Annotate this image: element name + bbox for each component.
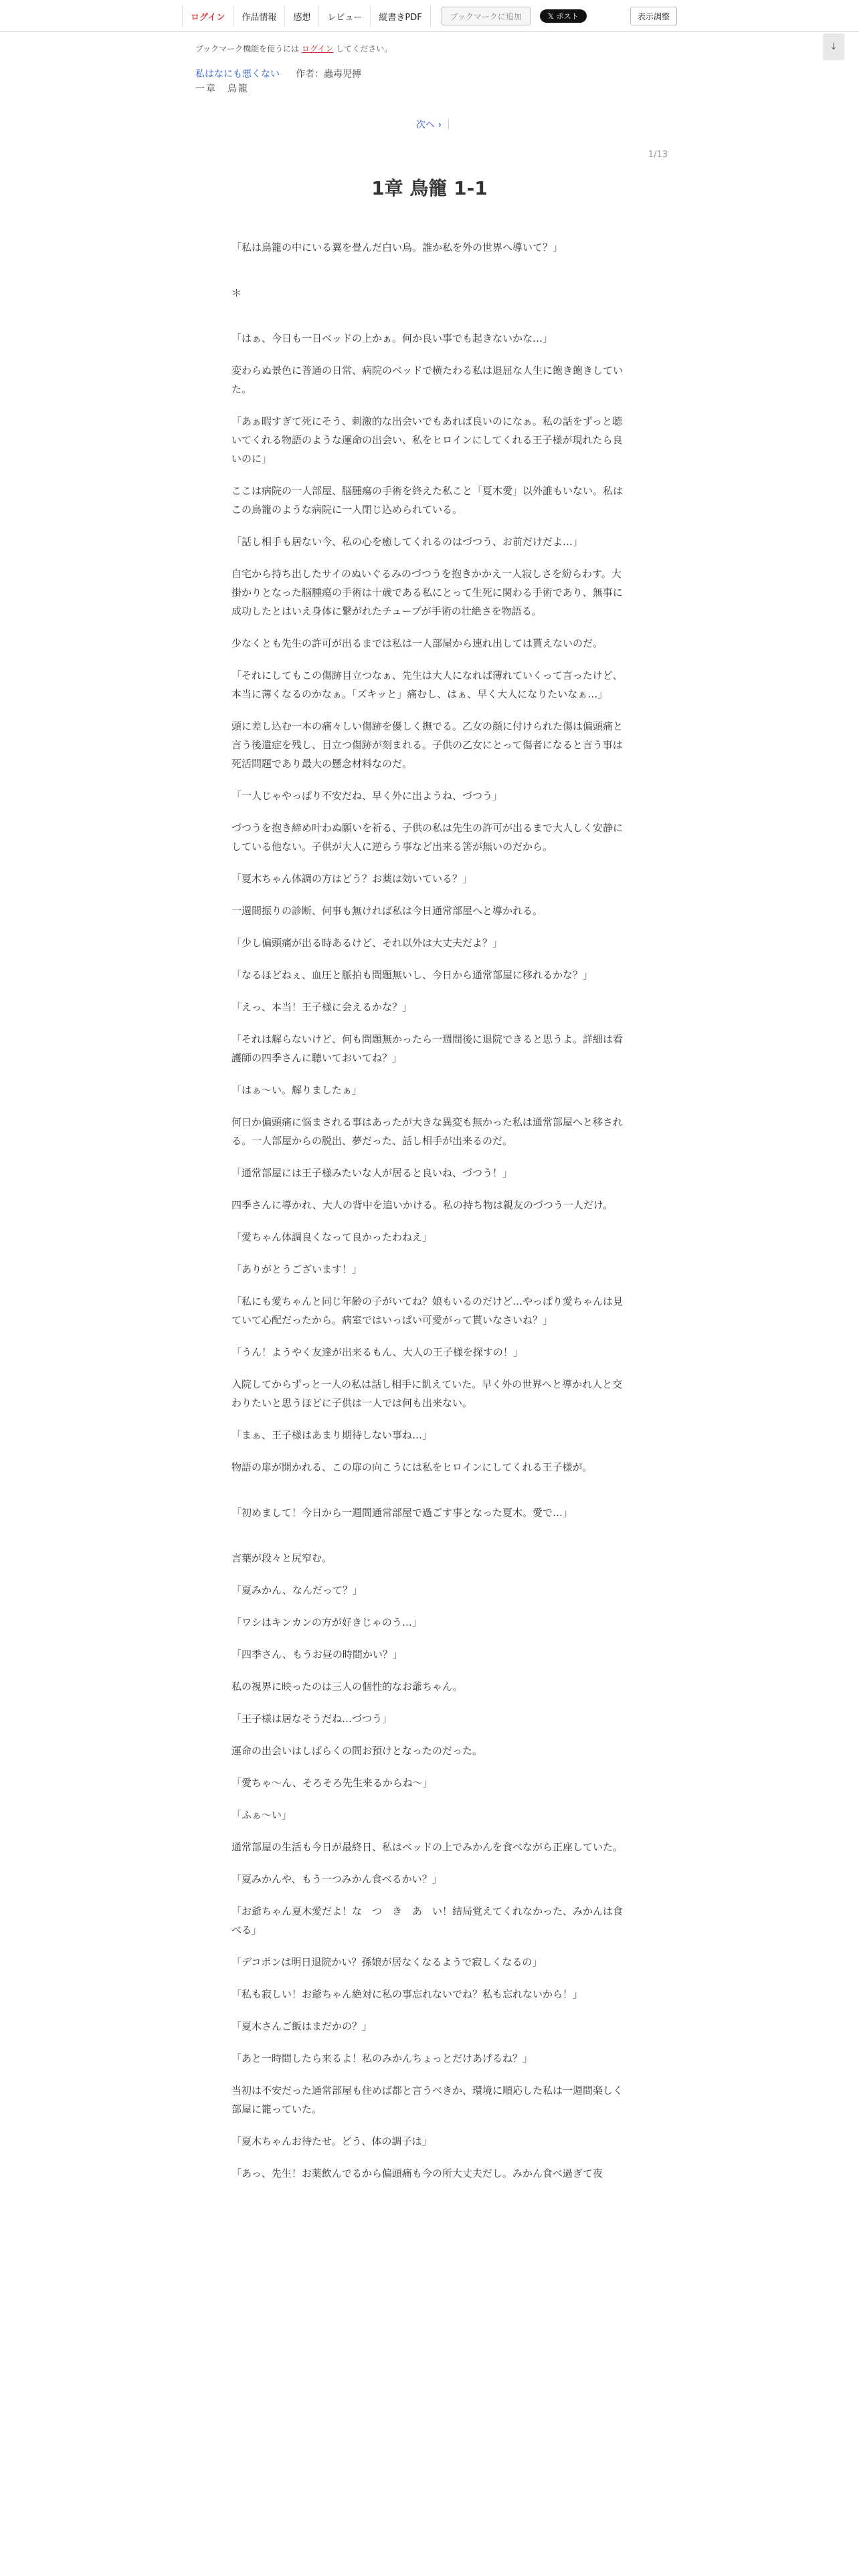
novel-paragraph: 変わらぬ景色に普通の日常、病院のベッドで横たわる私は退屈な人生に飽き飽きしていた。: [231, 364, 624, 395]
next-page-label: 次へ ›: [416, 120, 442, 130]
novel-paragraph: 「一人じゃやっぱり不安だね、早く外に出ようね、づつう」: [231, 790, 503, 802]
novel-paragraph: 当初は不安だった通常部屋も住めば都と言うべきか、環境に順応した私は一週間楽しく部屋に籠っていた。: [231, 2084, 624, 2115]
novel-paragraph: 「少し偏頭痛が出る時あるけど、それ以外は大丈夫だよ？」: [231, 937, 503, 949]
novel-paragraph: 言葉が段々と尻窄む。: [231, 1552, 332, 1564]
novel-paragraph: 少なくとも先生の許可が出るまでは私は一人部屋から連れ出しては貰えないのだ。: [231, 637, 603, 649]
novel-paragraph: 「うん！ようやく友達が出来るもん、大人の王子様を探すの！」: [231, 1346, 523, 1358]
novel-paragraph: 「夏みかんや、もう一つみかん食べるかい？」: [231, 1873, 442, 1885]
next-page-link[interactable]: [416, 118, 449, 131]
novel-paragraph: 一週間振りの診断、何事も無ければ私は今日通常部屋へと導かれる。: [231, 905, 543, 917]
page-indicator: 1/13: [648, 150, 668, 160]
novel-paragraph: 四季さんに導かれ、大人の背中を追いかける。私の持ち物は親友のづつう一人だけ。: [231, 1199, 613, 1211]
header-bar: [0, 0, 859, 32]
novel-paragraph: 「ワシはキンカンの方が好きじゃのう…」: [231, 1616, 422, 1628]
novel-paragraph: 物語の扉が開かれる、この扉の向こうには私をヒロインにしてくれる王子様が。: [231, 1461, 593, 1473]
notice-suffix: してください。: [336, 44, 393, 53]
novel-paragraph: 「愛ちゃ～ん、そろそろ先生来るからね～」: [231, 1777, 433, 1789]
author-label: 作者：: [296, 69, 324, 80]
header-nav: [182, 5, 587, 27]
novel-paragraph: 「まぁ、王子様はあまり期待しない事ね…」: [231, 1429, 433, 1441]
add-bookmark-button[interactable]: ブックマークに追加: [442, 7, 531, 25]
nav-vertical-pdf[interactable]: 縦書きPDF: [371, 5, 430, 27]
novel-paragraph: 「ふぁ～い」: [231, 1809, 292, 1821]
display-settings-button[interactable]: 表示調整: [630, 7, 677, 25]
novel-paragraph: 「ありがとうございます！」: [231, 1263, 363, 1275]
novel-paragraph: 私の視界に映ったのは三人の個性的なお爺ちゃん。: [231, 1681, 463, 1693]
novel-paragraph: 「はぁ、今日も一日ベッドの上かぁ。何か良い事でも起きないかな…」: [231, 332, 553, 344]
novel-paragraph: 「あと一時間したら来るよ！私のみかんちょっとだけあげるね？」: [231, 2052, 533, 2064]
novel-paragraph: 「夏木ちゃん体調の方はどう？お薬は効いている？」: [231, 873, 473, 885]
novel-paragraph: 「私も寂しい！お爺ちゃん絶対に私の事忘れないでね？私も忘れないから！」: [231, 1988, 583, 2000]
nav-impressions[interactable]: 感想: [285, 5, 319, 27]
author-info: [296, 67, 361, 80]
chapter-breadcrumb: 一章 鳥籠: [195, 84, 249, 94]
x-share-button[interactable]: [540, 9, 587, 23]
episode-title: 1章 鳥籠 1-1: [371, 177, 488, 199]
novel-title-link[interactable]: 私はなにも悪くない: [195, 69, 280, 80]
novel-paragraph: 「あぁ暇すぎて死にそう、刺激的な出会いでもあれば良いのになぁ。私の話をずっと聴いてくれる物語のような運命の出会い、私をヒロインにしてくれる王子様が現れたら良いのに」: [231, 415, 623, 465]
novel-paragraph: 入院してからずっと一人の私は話し相手に飢えていた。早く外の世界へと導かれ人と交わりたいと思うほどに子供は一人では何も出来ない。: [231, 1378, 623, 1409]
novel-paragraph: 「通常部屋には王子様みたいな人が居ると良いね、づつう！」: [231, 1167, 513, 1179]
novel-paragraph: 「四季さん、もうお昼の時間かい？」: [231, 1648, 403, 1660]
novel-paragraph: 「私は鳥籠の中にいる翼を畳んだ白い鳥。誰か私を外の世界へ導いて？」: [231, 241, 563, 253]
x-logo-icon: 𝕏: [547, 11, 554, 21]
novel-paragraph: 「愛ちゃん体調良くなって良かったわねえ」: [231, 1231, 433, 1243]
novel-paragraph: 「えっ、本当！王子様に会えるかな？」: [231, 1001, 413, 1013]
novel-paragraph: 「それは解らないけど、何も問題無かったら一週間後に退院できると思うよ。詳細は看護師の四季さんに聴いておいてね？」: [231, 1033, 624, 1064]
novel-paragraph: 通常部屋の生活も今日が最終日、私はベッドの上でみかんを食べながら正座していた。: [231, 1841, 624, 1853]
novel-body: [231, 238, 628, 2196]
login-link[interactable]: ログイン: [182, 5, 233, 27]
novel-paragraph: 「初めまして！今日から一週間通常部屋で過ごす事となった夏木。愛で…」: [231, 1507, 573, 1519]
novel-paragraph: 「はぁ～い。解りましたぁ」: [231, 1084, 363, 1096]
novel-paragraph: 「デコポンは明日退院かい？孫娘が居なくなるようで寂しくなるの」: [231, 1956, 543, 1968]
novel-paragraph: 「夏みかん、なんだって？」: [231, 1584, 363, 1596]
nav-work-info[interactable]: 作品情報: [233, 5, 285, 27]
novel-paragraph: 自宅から持ち出したサイのぬいぐるみのづつうを抱きかかえ一人寂しさを紛らわす。大掛かりとなった脳腫瘍の手術は十歳である私にとって生死に関わる手術であり、無事に成功したとはいえ身体に繋がれたチューブが手術の壮絶さを物語る。: [231, 568, 623, 617]
novel-paragraph: 「私にも愛ちゃんと同じ年齢の子がいてね？娘もいるのだけど…やっぱり愛ちゃんは見ていて心配だったから。病室ではいっぱい可愛がって貰いなさいね？」: [231, 1295, 624, 1326]
novel-paragraph: 運命の出会いはしばらくの間お預けとなったのだった。: [231, 1745, 483, 1757]
novel-paragraph: 「なるほどねぇ、血圧と脈拍も問題無いし、今日から通常部屋に移れるかな？」: [231, 969, 593, 981]
notice-login-link[interactable]: ログイン: [302, 44, 334, 53]
pager-divider: [448, 119, 449, 130]
scroll-down-icon[interactable]: ↓: [823, 33, 844, 60]
novel-paragraph: ＊: [231, 287, 242, 299]
novel-paragraph: づつうを抱き締め叶わぬ願いを祈る、子供の私は先生の許可が出るまで大人しく安静にしている他ない。子供が大人に逆らう事など出来る筈が無いのだから。: [231, 822, 624, 853]
novel-paragraph: ここは病院の一人部屋、脳腫瘍の手術を終えた私こと「夏木愛」以外誰もいない。私はこの鳥籠のような病院に一人閉じ込められている。: [231, 485, 624, 516]
notice-prefix: ブックマーク機能を使うには: [195, 44, 300, 53]
novel-paragraph: 「夏木さんご飯はまだかの？」: [231, 2020, 373, 2032]
novel-paragraph: 「話し相手も居ない今、私の心を癒してくれるのはづつう、お前だけだよ…」: [231, 536, 583, 548]
login-notice: [195, 43, 392, 54]
novel-paragraph: 「夏木ちゃんお待たせ。どう、体の調子は」: [231, 2135, 432, 2147]
novel-paragraph: 「王子様は居なそうだね…づつう」: [231, 1713, 393, 1725]
novel-paragraph: 「それにしてもこの傷跡目立つなぁ、先生は大人になれば薄れていくって言ったけど、本当に薄くなるのかなぁ。「ズキッと」痛むし、はぁ、早く大人になりたいなぁ…」: [231, 669, 623, 700]
novel-paragraph: 何日か偏頭痛に悩まされる事はあったが大きな異変も無かった私は通常部屋へと移される。一人部屋からの脱出、夢だった、話し相手が出来るのだ。: [231, 1116, 623, 1147]
nav-reviews[interactable]: レビュー: [319, 5, 371, 27]
novel-paragraph: 「お爺ちゃん夏木愛だよ！な つ き あ い！結局覚えてくれなかった、みかんは食べる」: [231, 1905, 624, 1936]
x-share-label: ポスト: [556, 12, 579, 21]
author-name: 蟲毒児搏: [324, 69, 361, 80]
novel-paragraph: 「あっ、先生！お薬飲んでるから偏頭痛も今の所大丈夫だし。みかん食べ過ぎて夜: [231, 2167, 603, 2179]
novel-paragraph: 頭に差し込む一本の痛々しい傷跡を優しく撫でる。乙女の顔に付けられた傷は偏頭痛と言う後遺症を残し、目立つ傷跡が刻まれる。子供の乙女にとって傷者になると言う事は死活問題であり最大の懸念材料なのだ。: [231, 720, 624, 770]
